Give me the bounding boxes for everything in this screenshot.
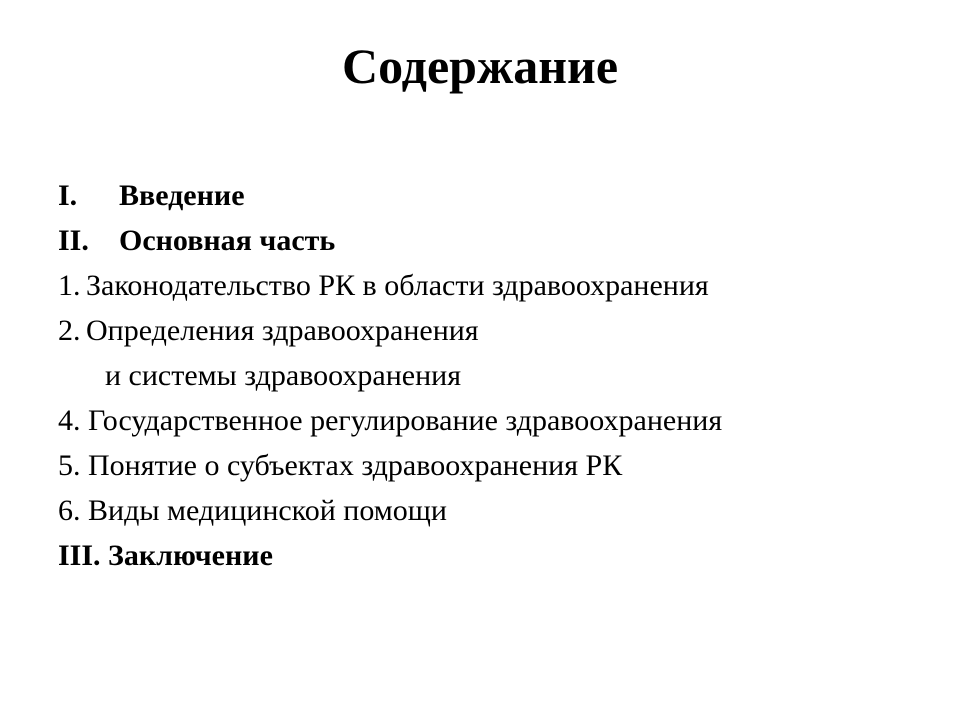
list-item-text: Основная часть — [119, 224, 336, 257]
list-item-text: Государственное регулирование здравоохранения — [88, 404, 723, 437]
contents-list — [58, 173, 938, 578]
list-item-text: Виды медицинской помощи — [88, 494, 447, 527]
list-item-marker: 4. — [58, 404, 81, 437]
list-item-text: и системы здравоохранения — [105, 359, 462, 392]
list-item — [58, 263, 938, 308]
list-item — [58, 173, 938, 218]
list-item — [58, 398, 938, 443]
list-item-marker: 5. — [58, 449, 81, 482]
list-item — [58, 218, 938, 263]
list-item — [58, 488, 938, 533]
list-item-continuation — [58, 353, 938, 398]
list-item-text: Понятие о субъектах здравоохранения РК — [88, 449, 623, 482]
list-item — [58, 533, 938, 578]
list-item — [58, 443, 938, 488]
list-item-marker: III. — [58, 539, 101, 572]
list-item-text: Законодательство РК в области здравоохранения — [86, 269, 709, 302]
list-item-marker: I. — [58, 179, 78, 212]
list-item-marker: II. — [58, 224, 89, 257]
list-item-marker: 2. — [58, 314, 81, 347]
list-item-marker: 1. — [58, 269, 81, 302]
list-item-text: Заключение — [108, 539, 273, 572]
slide-title: Содержание — [341, 38, 619, 94]
list-item — [58, 308, 938, 353]
list-item-text: Определения здравоохранения — [86, 314, 479, 347]
list-item-text: Введение — [119, 179, 245, 212]
list-item-marker: 6. — [58, 494, 81, 527]
